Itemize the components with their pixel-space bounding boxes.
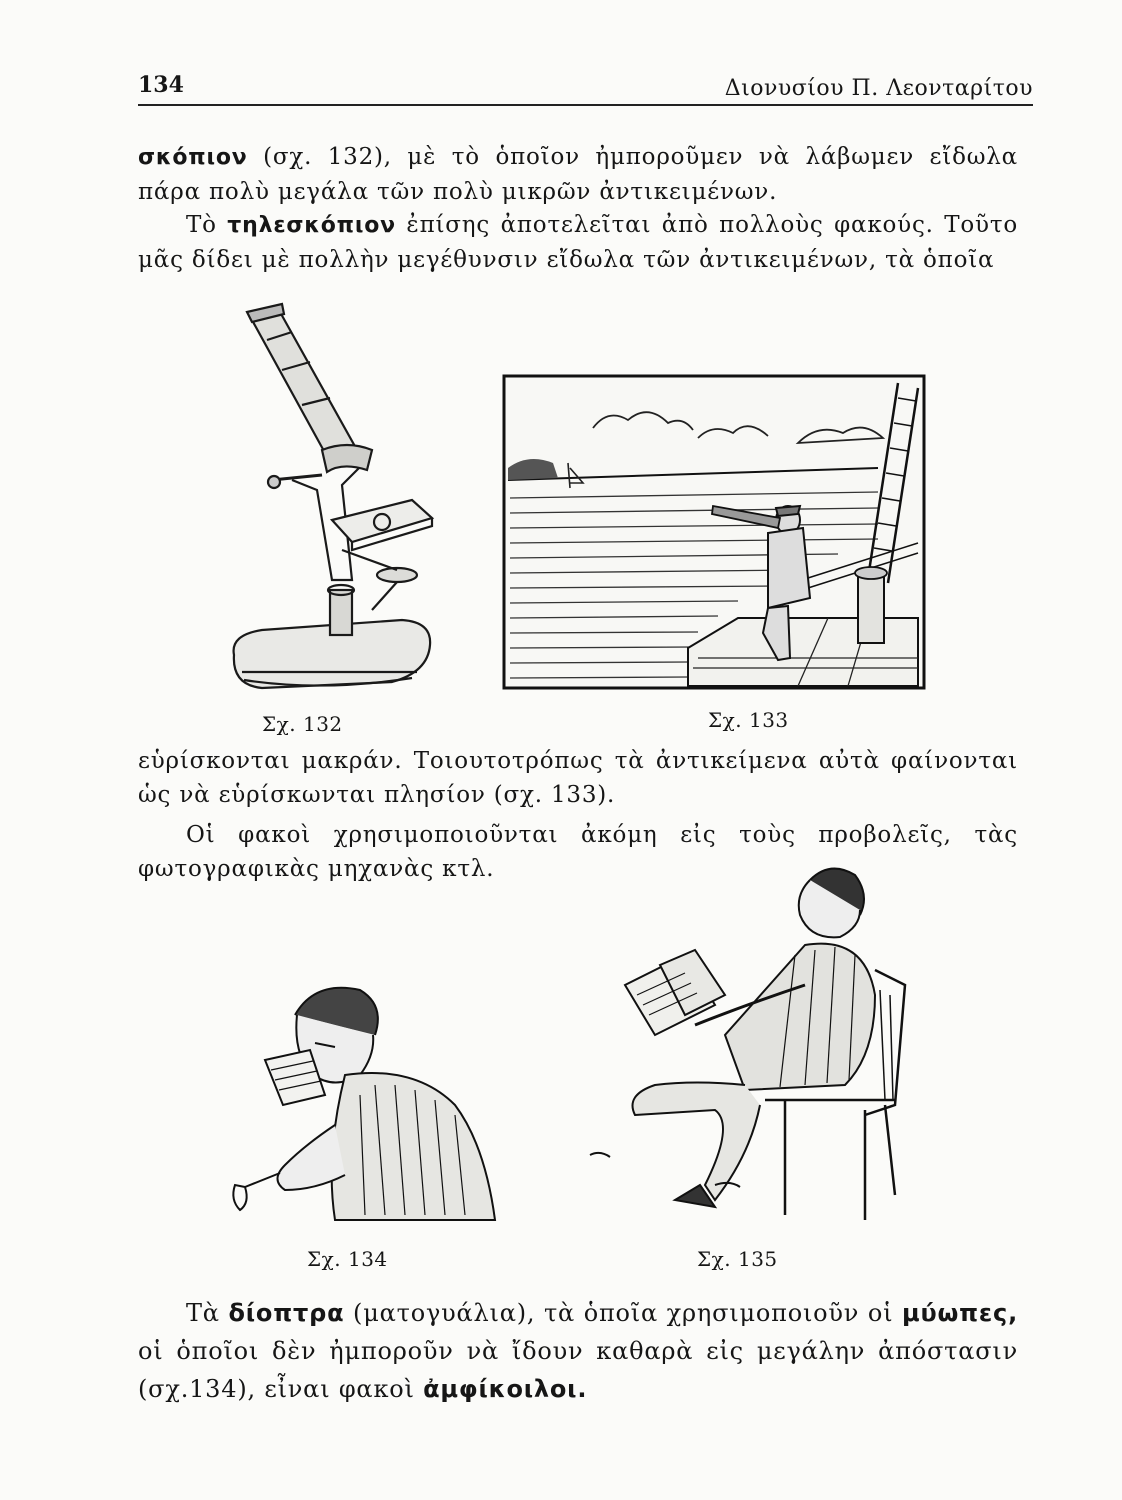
paragraph-2	[138, 208, 1018, 277]
figure-133	[498, 368, 930, 732]
caption-135: Σχ. 135	[697, 1247, 778, 1271]
term-microscope: σκόπιον	[138, 145, 248, 170]
figure-132	[222, 300, 442, 736]
paragraph-1	[138, 140, 1018, 209]
page-number: 134	[138, 72, 184, 98]
figure-135	[565, 855, 910, 1271]
caption-132: Σχ. 132	[262, 712, 343, 736]
paragraph-5-after: οἱ ὁποῖοι δὲν ἠμποροῦν νὰ ἴδουν καθαρὰ εἰς μεγάλην ἀπόστασιν (σχ.134), εἶναι φακοὶ	[138, 1337, 1018, 1403]
paragraph-3-text: εὑρίσκονται μακράν. Τοιουτοτρόπως τὰ ἀντικείμενα αὐτὰ φαίνονται ὡς νὰ εὑρίσκωνται πλησίον (σχ. 133).	[138, 748, 1018, 808]
paragraph-3	[138, 744, 1018, 812]
running-head: Διονυσίου Π. Λεονταρίτου	[724, 76, 1033, 101]
paragraph-2-after: ἐπίσης ἀποτελεῖται ἀπὸ πολλοὺς φακούς. Τοῦτο μᾶς δίδει μὲ πολλὴν μεγέθυνσιν εἴδωλα τῶν ἀντικειμένων, τὰ ὁποῖα	[138, 212, 1018, 273]
paragraph-4-text: Οἱ φακοὶ χρησιμοποιοῦνται ἀκόμη εἰς τοὺς προβολεῖς, τὰς φωτογραφικὰς μηχανὰς κτλ.	[138, 822, 1018, 882]
term-telescope: τηλεσκόπιον	[227, 213, 396, 238]
header-rule	[138, 104, 1033, 106]
paragraph-5	[138, 1294, 1018, 1408]
caption-133: Σχ. 133	[708, 708, 789, 732]
paragraph-1-text: (σχ. 132), μὲ τὸ ὁποῖον ἠμποροῦμεν νὰ λάβωμεν εἴδωλα πάρα πολὺ μεγάλα τῶν πολὺ μικρῶν ἀντικειμένων.	[138, 144, 1018, 205]
term-dioptra: δίοπτρα	[228, 1299, 345, 1327]
paragraph-5-before: Τὰ	[186, 1299, 229, 1327]
farsighted-reader-illustration-icon	[565, 855, 910, 1225]
page-header	[138, 68, 1033, 108]
term-myopes: μύωπες,	[901, 1299, 1018, 1327]
term-biconcave: ἀμφίκοιλοι.	[423, 1375, 588, 1403]
figure-134	[225, 975, 500, 1271]
microscope-illustration-icon	[222, 300, 442, 700]
paragraph-5-middle: (ματογυάλια), τὰ ὁποῖα χρησιμοποιοῦν οἱ	[344, 1299, 902, 1327]
caption-134: Σχ. 134	[307, 1247, 388, 1271]
telescope-sailor-illustration-icon	[498, 368, 930, 692]
paragraph-2-before: Τὸ	[186, 212, 228, 238]
myopic-reader-illustration-icon	[225, 975, 500, 1230]
